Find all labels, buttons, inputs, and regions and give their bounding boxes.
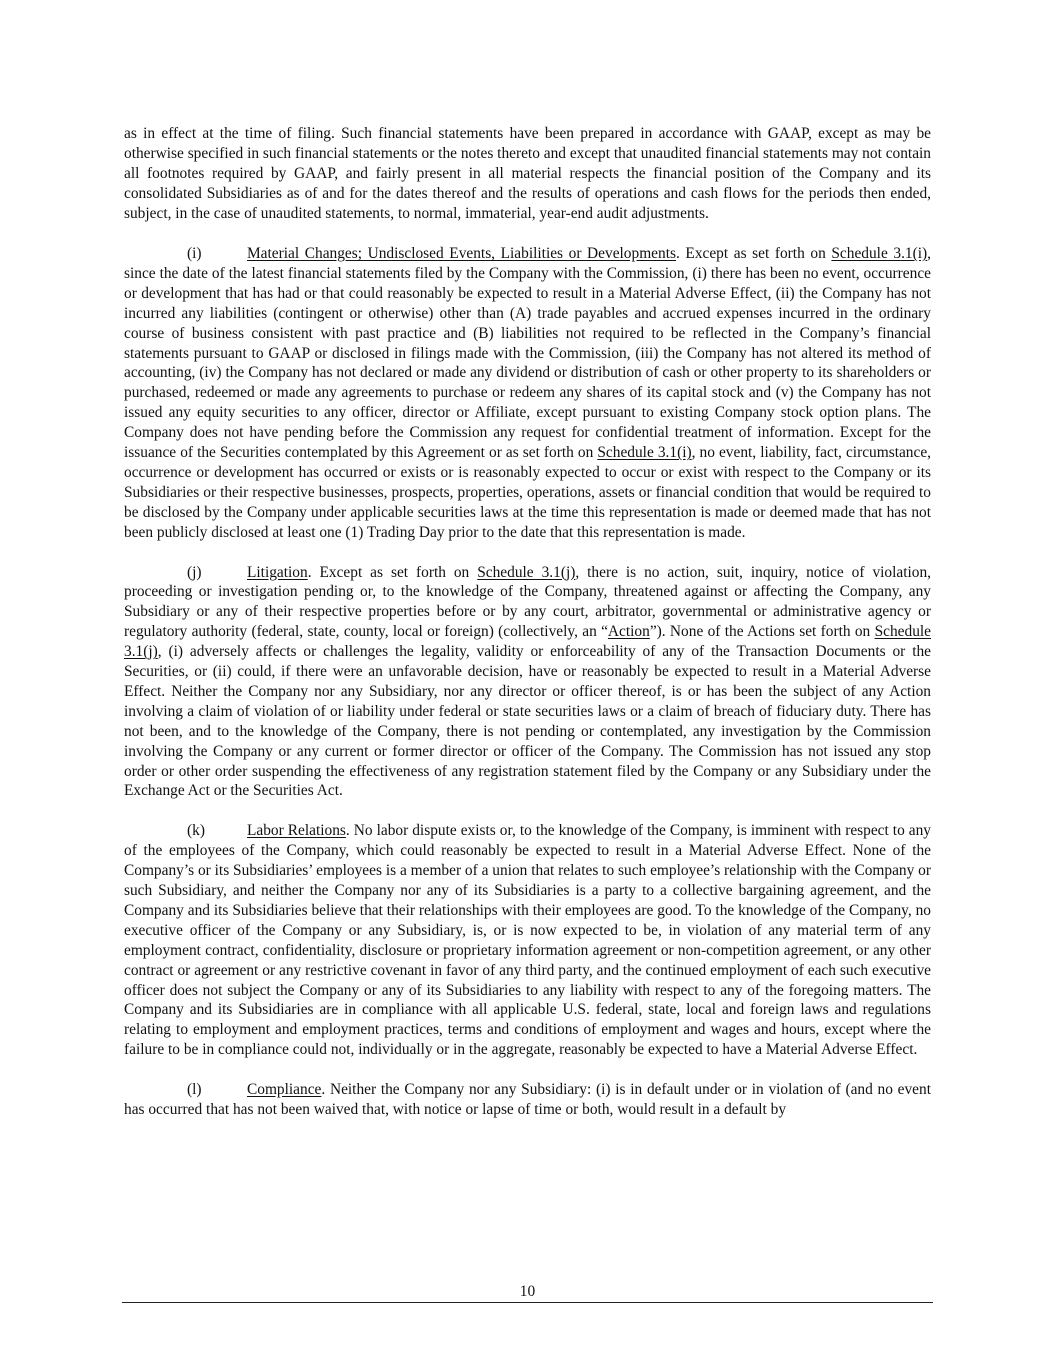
section-k-text-1: . No labor dispute exists or, to the knowledge of the Company, is imminent with respect to any of the employees of the Company, which could reasonably be expected to result in a Material Adverse Effect. None of the Company’s or its Subsidiaries’ employees is a member of a union that relates to such employee’s relationship with the Company or such Subsidiary, and neither the Company nor any of its Subsidiaries is a party to a collective bargaining agreement, and the Company and its Subsidiaries believe that their relationships with their employees are good. To the knowledge of the Company, no executive officer of the Company or any Subsidiary, is, or is now expected to be, in violation of any material term of any employment contract, confidentiality, disclosure or proprietary information agreement or non-competition agreement, or any other contract or agreement or any restrictive covenant in favor of any third party, and the continued employment of each such executive officer does not subject the Company or any of its Subsidiaries to any liability with respect to any of the foregoing matters. The Company and its Subsidiaries are in compliance with all applicable U.S. federal, state, local and foreign laws and regulations relating to employment and employment practices, terms and conditions of employment and wages and hours, except where the failure to be in compliance could not, individually or in the aggregate, reasonably be expected to have a Material Adverse Effect. (124, 822, 931, 1059)
section-j-text-4: , (i) adversely affects or challenges the legality, validity or enforceability of any of the Transaction Documents or the Securities, or (ii) could, if there were an unfavorable decision, have or reasonably be expected to result in a Material Adverse Effect. Neither the Company nor any Subsidiary, nor any director or officer thereof, is or has been the subject of any Action involving a claim of violation of or liability under federal or state securities laws or a claim of breach of fiduciary duty. There has not been, and to the knowledge of the Company, there is not pending or contemplated, any investigation by the Commission involving the Company or any current or former director or officer of the Company. The Commission has not issued any stop order or other order suspending the effectiveness of any registration statement filed by the Company or any Subsidiary under the Exchange Act or the Securities Act. (124, 643, 931, 800)
continuation-text: as in effect at the time of filing. Such financial statements have been prepared in accordance with GAAP, except as may be otherwise specified in such financial statements or the notes thereto and except that unaudited financial statements may not contain all footnotes required by GAAP, and fairly present in all material respects the financial position of the Company and its consolidated Subsidiaries as of and for the dates thereof and the results of operations and cash flows for the periods then ended, subject, in the case of unaudited statements, to normal, immaterial, year-end audit adjustments. (124, 125, 931, 222)
section-j-text-3: ”). None of the Actions set forth on (649, 623, 875, 641)
schedule-3-1-i-reference-2: Schedule 3.1(i) (597, 444, 692, 462)
section-k-heading: Labor Relations (247, 822, 346, 840)
schedule-3-1-j-reference-2: Schedule 3.1(j) (124, 623, 931, 661)
section-j-text-2: , there is no action, suit, inquiry, notice of violation, proceeding or investigation pending or, to the knowledge of the Company, threatened against or affecting the Company, any Subsidiary or any of their respective properties before or by any court, arbitrator, governmental or administrative agency or regulatory authority (federal, state, county, local or foreign) (collectively, an “ (124, 563, 932, 641)
section-i-text-3: , no event, liability, fact, circumstance, occurrence or development has occurred or exists or is reasonably expected to occur or exist with respect to the Company or its Subsidiaries or their respective businesses, prospects, properties, operations, assets or financial condition that would be required to be disclosed by the Company under applicable securities laws at the time this representation is made or deemed made that has not been publicly disclosed at least one (1) Trading Day prior to the date that this representation is made. (124, 444, 931, 541)
continuation-paragraph (124, 124, 931, 224)
section-l-text-1: . Neither the Company nor any Subsidiary: (i) is in default under or in violation of (and no event has occurred that has not been waived that, with notice or lapse of time or both, would result in a default by (124, 1081, 931, 1118)
schedule-3-1-j-reference: Schedule 3.1(j) (477, 563, 576, 581)
schedule-3-1-i-reference: Schedule 3.1(i) (831, 245, 928, 263)
section-l-heading: Compliance (247, 1081, 322, 1099)
section-i-text-1: . Except as set forth on (675, 245, 832, 263)
section-j-text-1: . Except as set forth on (307, 563, 478, 581)
section-l-paragraph (124, 1080, 931, 1120)
section-j-paragraph (124, 563, 931, 802)
section-i-text-2: , since the date of the latest financial statements filed by the Company with the Commission, (i) there has been no event, occurrence or development that has had or that could reasonably be expected to result in a Material Adverse Effect, (ii) the Company has not incurred any liabilities (contingent or otherwise) other than (A) trade payables and accrued expenses incurred in the ordinary course of business consistent with past practice and (B) liabilities not required to be reflected in the Company’s financial statements pursuant to GAAP or disclosed in filings made with the Commission, (iii) the Company has not altered its method of accounting, (iv) the Company has not declared or made any dividend or distribution of cash or other property to its shareholders or purchased, redeemed or made any agreements to purchase or redeem any shares of its capital stock and (v) the Company has not issued any equity securities to any officer, director or Affiliate, except pursuant to existing Company stock option plans. The Company does not have pending before the Commission any request for confidential treatment of information. Except for the issuance of the Securities contemplated by this Agreement or as set forth on (124, 245, 932, 462)
footer-divider (122, 1302, 933, 1303)
section-j-heading: Litigation (247, 563, 308, 581)
action-defined-term: Action (607, 623, 650, 641)
document-page (124, 124, 931, 1140)
section-i-paragraph (124, 244, 931, 543)
section-l-label: (l) (187, 1081, 202, 1099)
section-k-label: (k) (187, 822, 205, 840)
page-number: 10 (519, 1283, 536, 1300)
section-i-label: (i) (187, 245, 202, 263)
section-j-label: (j) (187, 563, 202, 581)
section-i-heading: Material Changes; Undisclosed Events, Liabilities or Developments (247, 245, 676, 263)
section-k-paragraph (124, 821, 931, 1060)
